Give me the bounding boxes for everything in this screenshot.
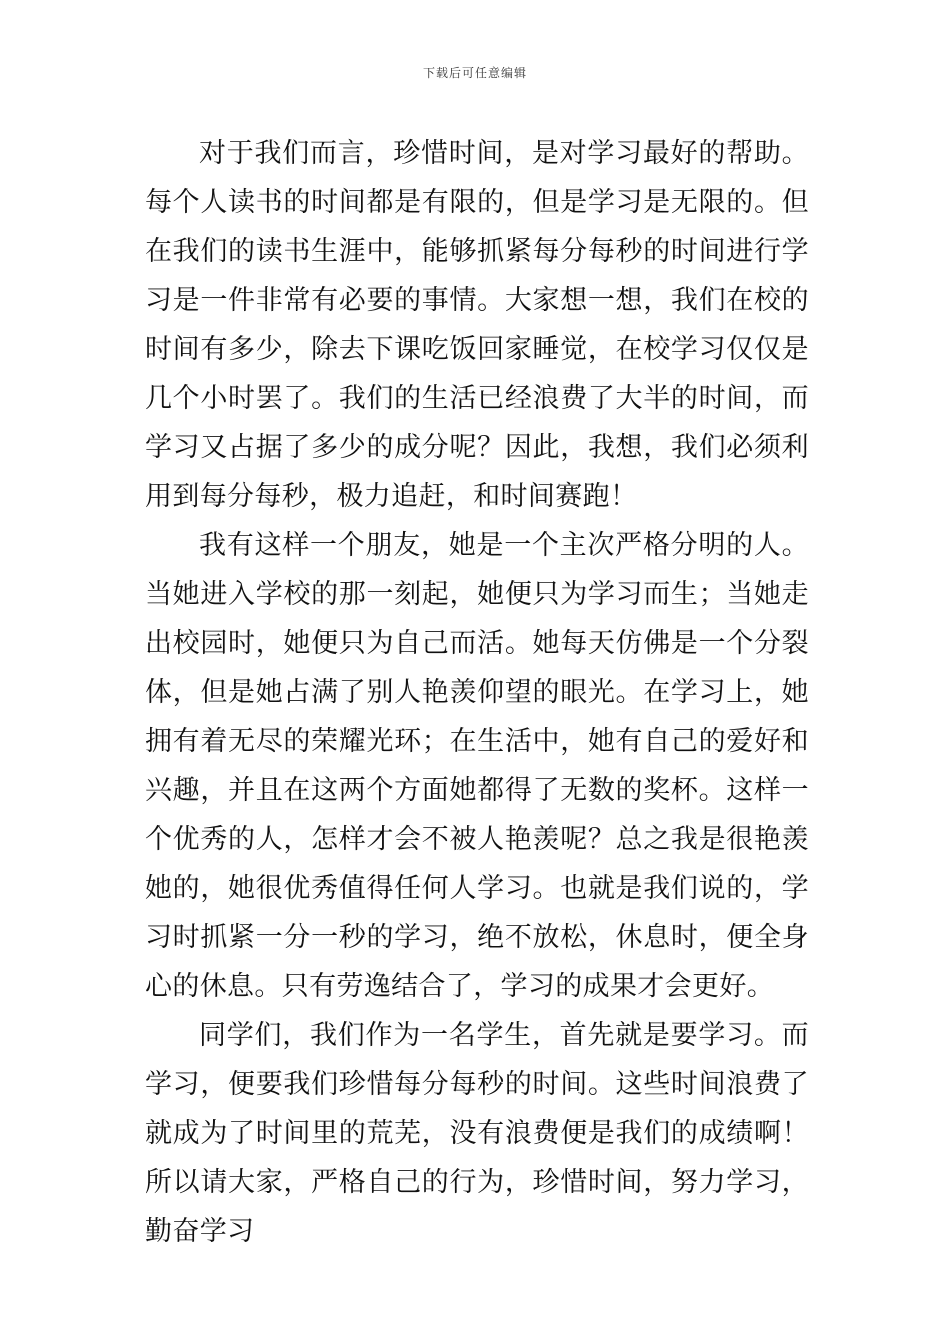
page-header: 下载后可任意编辑: [422, 66, 527, 80]
paragraph-3: 同学们，我们作为一名学生，首先就是要学习。而学习，便要我们珍惜每分每秒的时间。这些时间浪费了就成为了时间里的荒芜，没有浪费便是我们的成绩啊！所以请大家，严格自己的行为，珍惜时间，努力学习，勤奋学习: [145, 1020, 809, 1247]
body-text: [145, 129, 809, 1256]
paragraph-1: 对于我们而言，珍惜时间，是对学习最好的帮助。每个人读书的时间都是有限的，但是学习是无限的。但在我们的读书生涯中，能够抓紧每分每秒的时间进行学习是一件非常有必要的事情。大家想一想，我们在校的时间有多少，除去下课吃饭回家睡觉，在校学习仅仅是几个小时罢了。我们的生活已经浪费了大半的时间，而学习又占据了多少的成分呢？因此，我想，我们必须利用到每分每秒，极力追赶，和时间赛跑！: [145, 138, 809, 512]
paragraph-2: 我有这样一个朋友，她是一个主次严格分明的人。当她进入学校的那一刻起，她便只为学习而生；当她走出校园时，她便只为自己而活。她每天仿佛是一个分裂体，但是她占满了别人艳羡仰望的眼光。在学习上，她拥有着无尽的荣耀光环；在生活中，她有自己的爱好和兴趣，并且在这两个方面她都得了无数的奖杯。这样一个优秀的人，怎样才会不被人艳羡呢？总之我是很艳羡她的，她很优秀值得任何人学习。也就是我们说的，学习时抓紧一分一秒的学习，绝不放松，休息时，便全身心的休息。只有劳逸结合了，学习的成果才会更好。: [145, 530, 809, 1002]
